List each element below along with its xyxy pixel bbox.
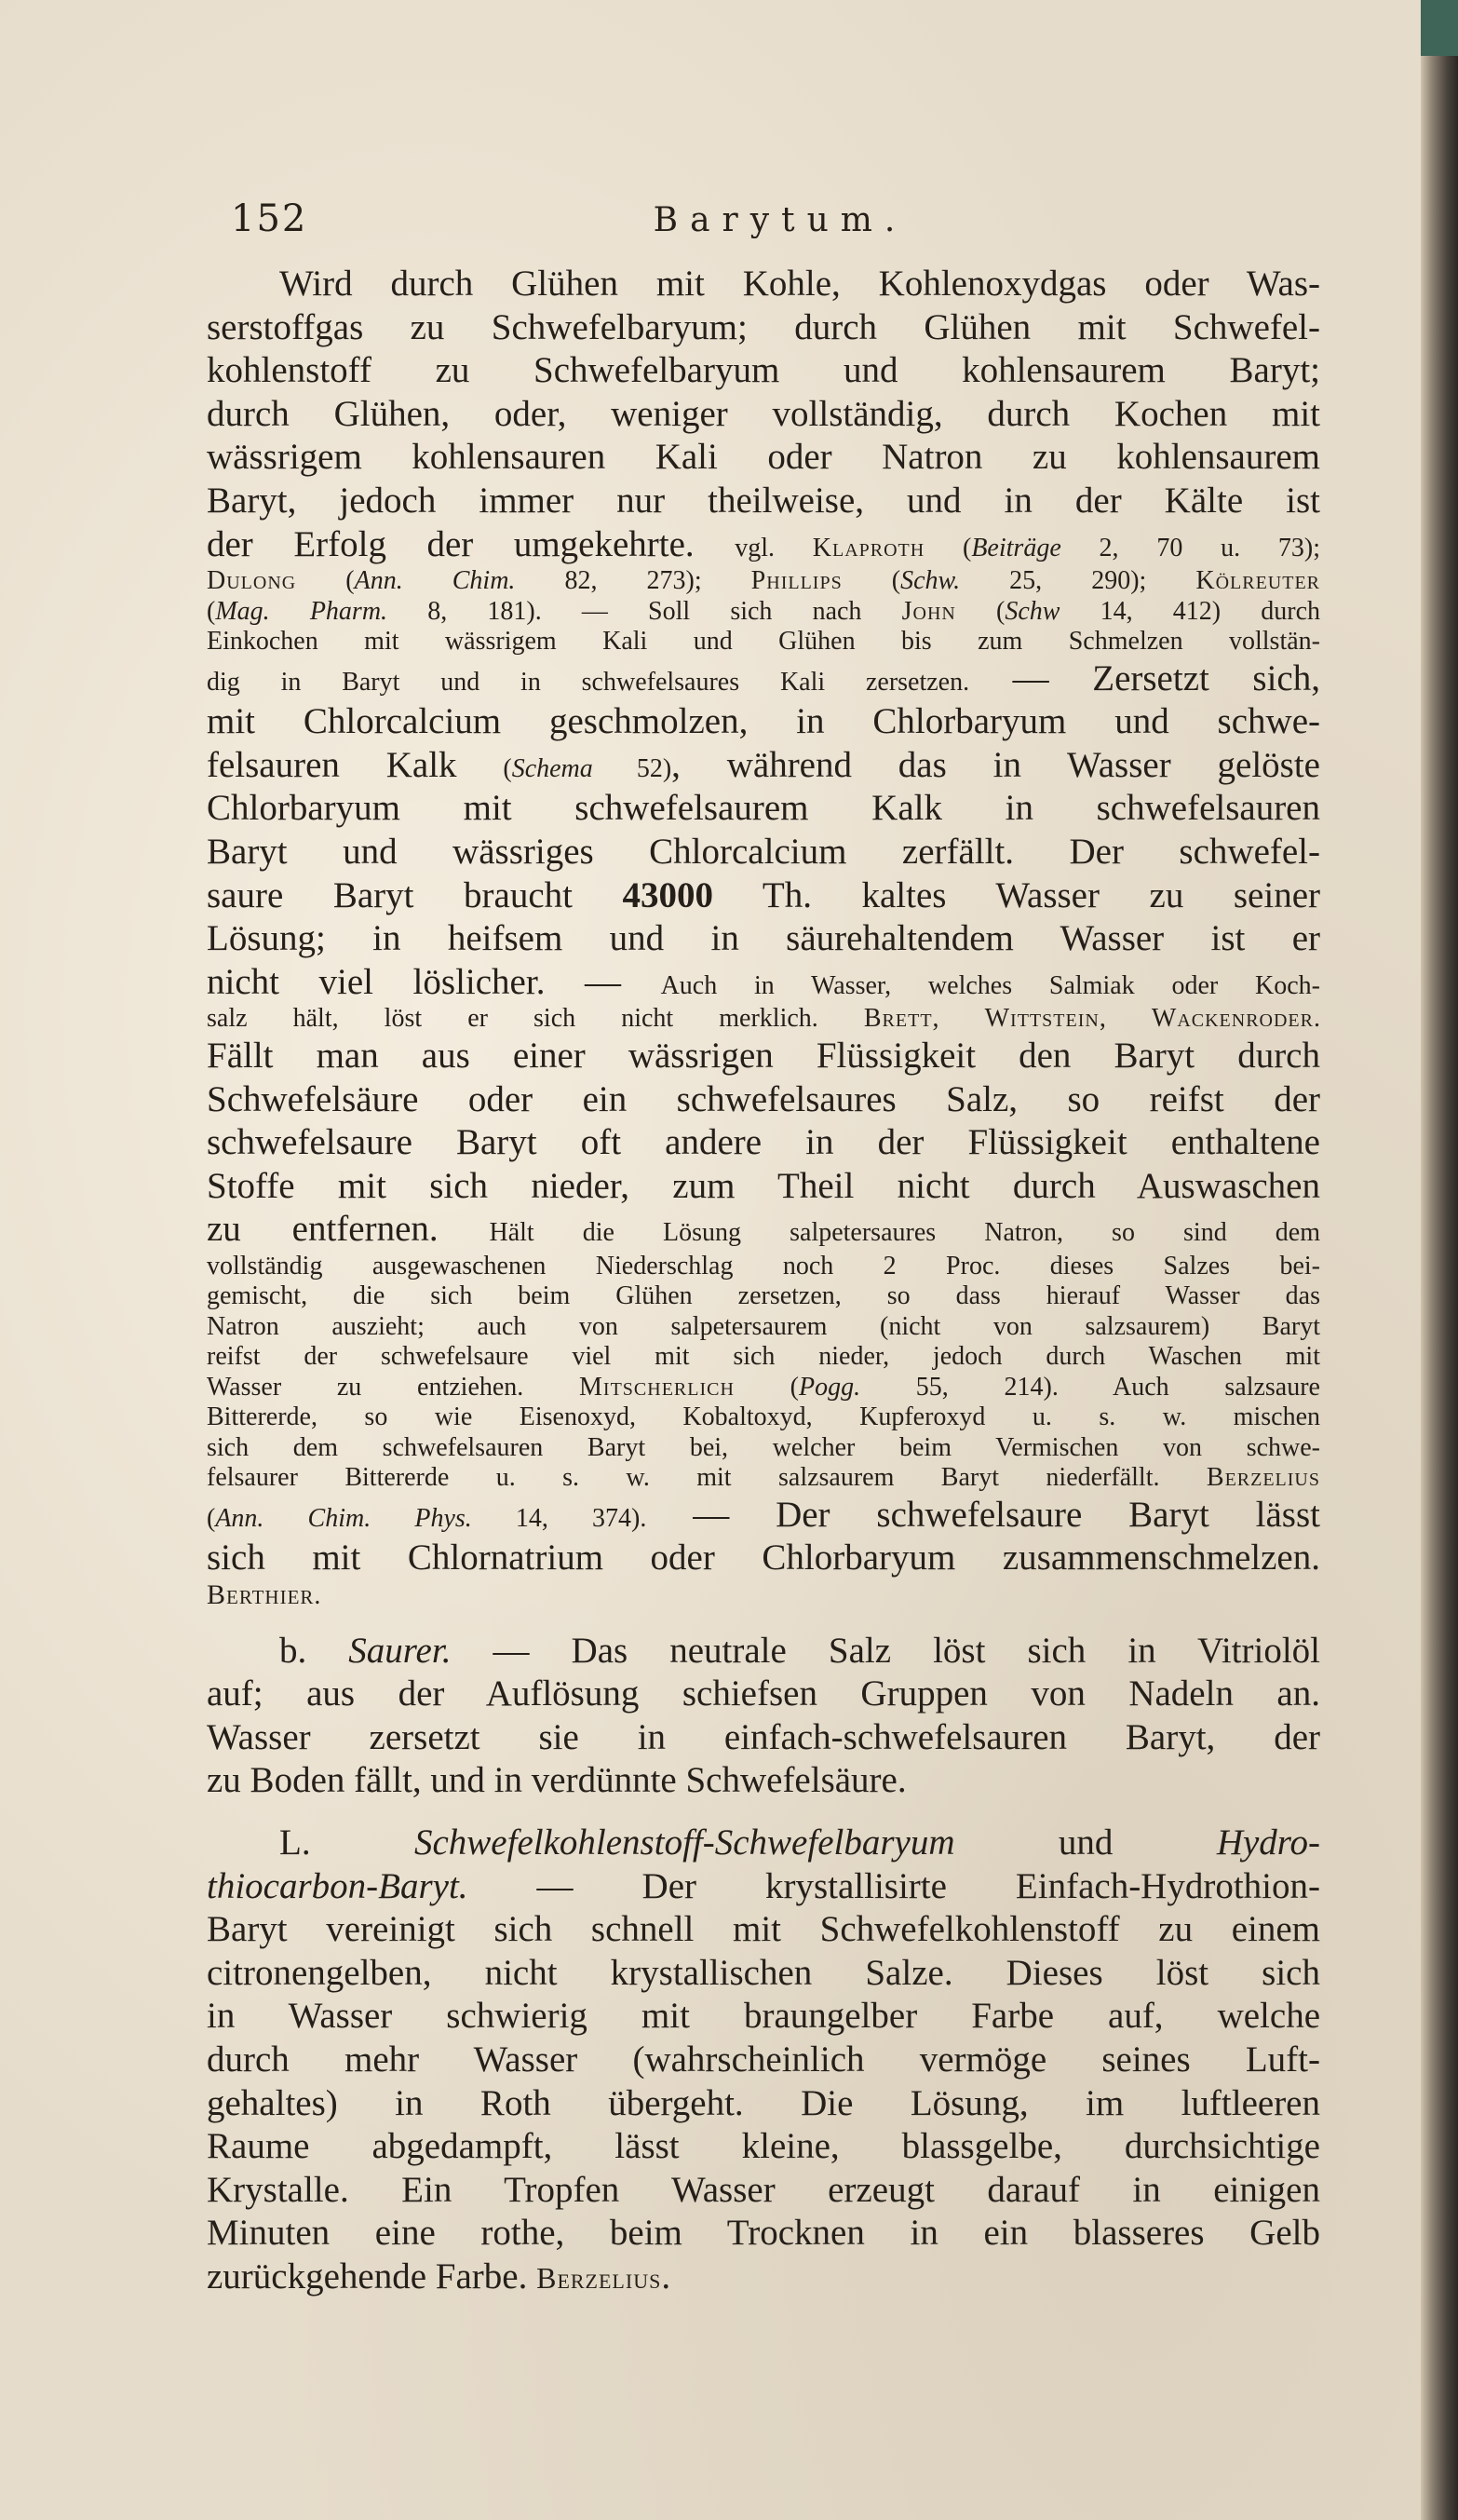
paragraph-gap <box>207 1803 1320 1822</box>
text-line: L. Schwefelkohlenstoff-Schwefelbaryum und Hydro- <box>279 1822 1321 1863</box>
text-line: in Wasser schwierig mit braungelber Farbe auf, welche <box>207 1996 1320 2037</box>
text-line: Baryt vereinigt sich schnell mit Schwefelkohlenstoff zu einem <box>207 1909 1320 1950</box>
text-line: Wird durch Glühen mit Kohle, Kohlenoxydgas oder Was- <box>279 264 1320 304</box>
text-line: sich dem schwefelsauren Baryt bei, welcher beim Vermischen von schwe- <box>207 1432 1320 1462</box>
text-line: kohlenstoff zu Schwefelbaryum und kohlensaurem Baryt; <box>207 350 1320 391</box>
text-line: mit Chlorcalcium geschmolzen, in Chlorbaryum und schwe- <box>207 701 1320 742</box>
text-line: citronengelben, nicht krystallischen Salze. Dieses löst sich <box>207 1952 1320 1993</box>
text-line: der Erfolg der umgekehrte. vgl. Klaproth (Beiträge 2, 70 u. 73); <box>207 523 1320 564</box>
text-line: Minuten eine rothe, beim Trocknen in ein blasseres Gelb <box>207 2213 1320 2254</box>
text-line: Fällt man aus einer wässrigen Flüssigkeit den Baryt durch <box>207 1035 1320 1076</box>
text-line: (Mag. Pharm. 8, 181). — Soll sich nach John (Schw 14, 412) durch <box>207 596 1321 626</box>
text-line: durch Glühen, oder, weniger vollständig, durch Kochen mit <box>207 393 1320 434</box>
text-line: gehaltes) in Roth übergeht. Die Lösung, im luftleeren <box>207 2082 1320 2123</box>
bookmark-band <box>1421 0 1458 56</box>
text-line: salz hält, löst er sich nicht merklich. Brett, Wittstein, Wackenroder. <box>207 1004 1320 1034</box>
text-line: dig in Baryt und in schwefelsaures Kali zersetzen. — Zersetzt sich, <box>207 657 1320 698</box>
running-title: Barytum. <box>653 201 908 239</box>
text-line: Bittererde, so wie Eisenoxyd, Kobaltoxyd, Kupferoxyd u. s. w. mischen <box>207 1402 1320 1432</box>
text-line: Einkochen mit wässrigem Kali und Glühen bis zum Schmelzen vollstän- <box>207 627 1320 657</box>
text-line: gemischt, die sich beim Glühen zersetzen, so dass hierauf Wasser das <box>207 1281 1320 1311</box>
text-line: (Ann. Chim. Phys. 14, 374). — Der schwefelsaure Baryt lässt <box>207 1494 1320 1535</box>
book-spine-shadow <box>1421 0 1458 2520</box>
text-line: Raume abgedampft, lässt kleine, blassgelbe, durchsichtige <box>207 2126 1320 2167</box>
text-line: Stoffe mit sich nieder, zum Theil nicht durch Auswaschen <box>207 1165 1320 1206</box>
page-number: 152 <box>231 197 308 240</box>
text-line: zurückgehende Farbe. Berzelius. <box>207 2256 671 2296</box>
text-line: Wasser zu entziehen. Mitscherlich (Pogg. 55, 214). Auch salzsaure <box>207 1372 1320 1402</box>
text-line: zu Boden fällt, und in verdünnte Schwefelsäure. <box>207 1760 907 1801</box>
text-line: Lösung; in heifsem und in säurehaltendem Wasser ist er <box>207 918 1320 959</box>
text-line: zu entfernen. Hält die Lösung salpetersaures Natron, so sind dem <box>207 1209 1320 1250</box>
text-line: serstoffgas zu Schwefelbaryum; durch Glühen mit Schwefel- <box>207 306 1320 347</box>
text-line: Natron auszieht; auch von salpetersaurem (nicht von salzsaurem) Baryt <box>207 1311 1320 1341</box>
text-line: auf; aus der Auflösung schiefsen Gruppen von Nadeln an. <box>207 1673 1320 1714</box>
text-line: Schwefelsäure oder ein schwefelsaures Salz, so reifst der <box>207 1078 1320 1119</box>
text-line: Krystalle. Ein Tropfen Wasser erzeugt darauf in einigen <box>207 2169 1320 2210</box>
text-line: vollständig ausgewaschenen Niederschlag noch 2 Proc. dieses Salzes bei- <box>207 1251 1320 1280</box>
text-line: Chlorbaryum mit schwefelsaurem Kalk in schwefelsauren <box>207 788 1320 829</box>
text-line: Baryt, jedoch immer nur theilweise, und in der Kälte ist <box>207 480 1320 521</box>
text-line: felsaurer Bittererde u. s. w. mit salzsaurem Baryt niederfällt. Berzelius <box>207 1463 1320 1493</box>
text-line: schwefelsaure Baryt oft andere in der Flüssigkeit enthaltene <box>207 1122 1320 1163</box>
text-line: thiocarbon-Baryt. — Der krystallisirte Einfach-Hydrothion- <box>207 1865 1320 1906</box>
text-line: Wasser zersetzt sie in einfach-schwefelsauren Baryt, der <box>207 1716 1320 1757</box>
text-line: Baryt und wässriges Chlorcalcium zerfällt. Der schwefel- <box>207 832 1320 873</box>
text-line: Berthier. <box>207 1579 321 1611</box>
text-line: durch mehr Wasser (wahrscheinlich vermöge seines Luft- <box>207 2039 1320 2080</box>
text-line: reifst der schwefelsaure viel mit sich nieder, jedoch durch Waschen mit <box>207 1342 1320 1372</box>
text-line: Dulong (Ann. Chim. 82, 273); Phillips (Schw. 25, 290); Kölreuter <box>207 566 1320 596</box>
paragraph-gap <box>207 1611 1320 1630</box>
text-line: b. Saurer. — Das neutrale Salz löst sich in Vitriolöl <box>279 1630 1320 1671</box>
text-line: wässrigem kohlensauren Kali oder Natron zu kohlensaurem <box>207 437 1320 478</box>
text-line: nicht viel löslicher. — Auch in Wasser, welches Salmiak oder Koch- <box>207 961 1320 1002</box>
page-header <box>231 197 1330 253</box>
text-line: saure Baryt braucht 43000 Th. kaltes Wasser zu seiner <box>207 874 1320 915</box>
text-line: sich mit Chlornatrium oder Chlorbaryum zusammenschmelzen. <box>207 1538 1320 1578</box>
text-line: felsauren Kalk (Schema 52), während das in Wasser gelöste <box>207 744 1320 785</box>
body-text <box>207 263 1320 2298</box>
